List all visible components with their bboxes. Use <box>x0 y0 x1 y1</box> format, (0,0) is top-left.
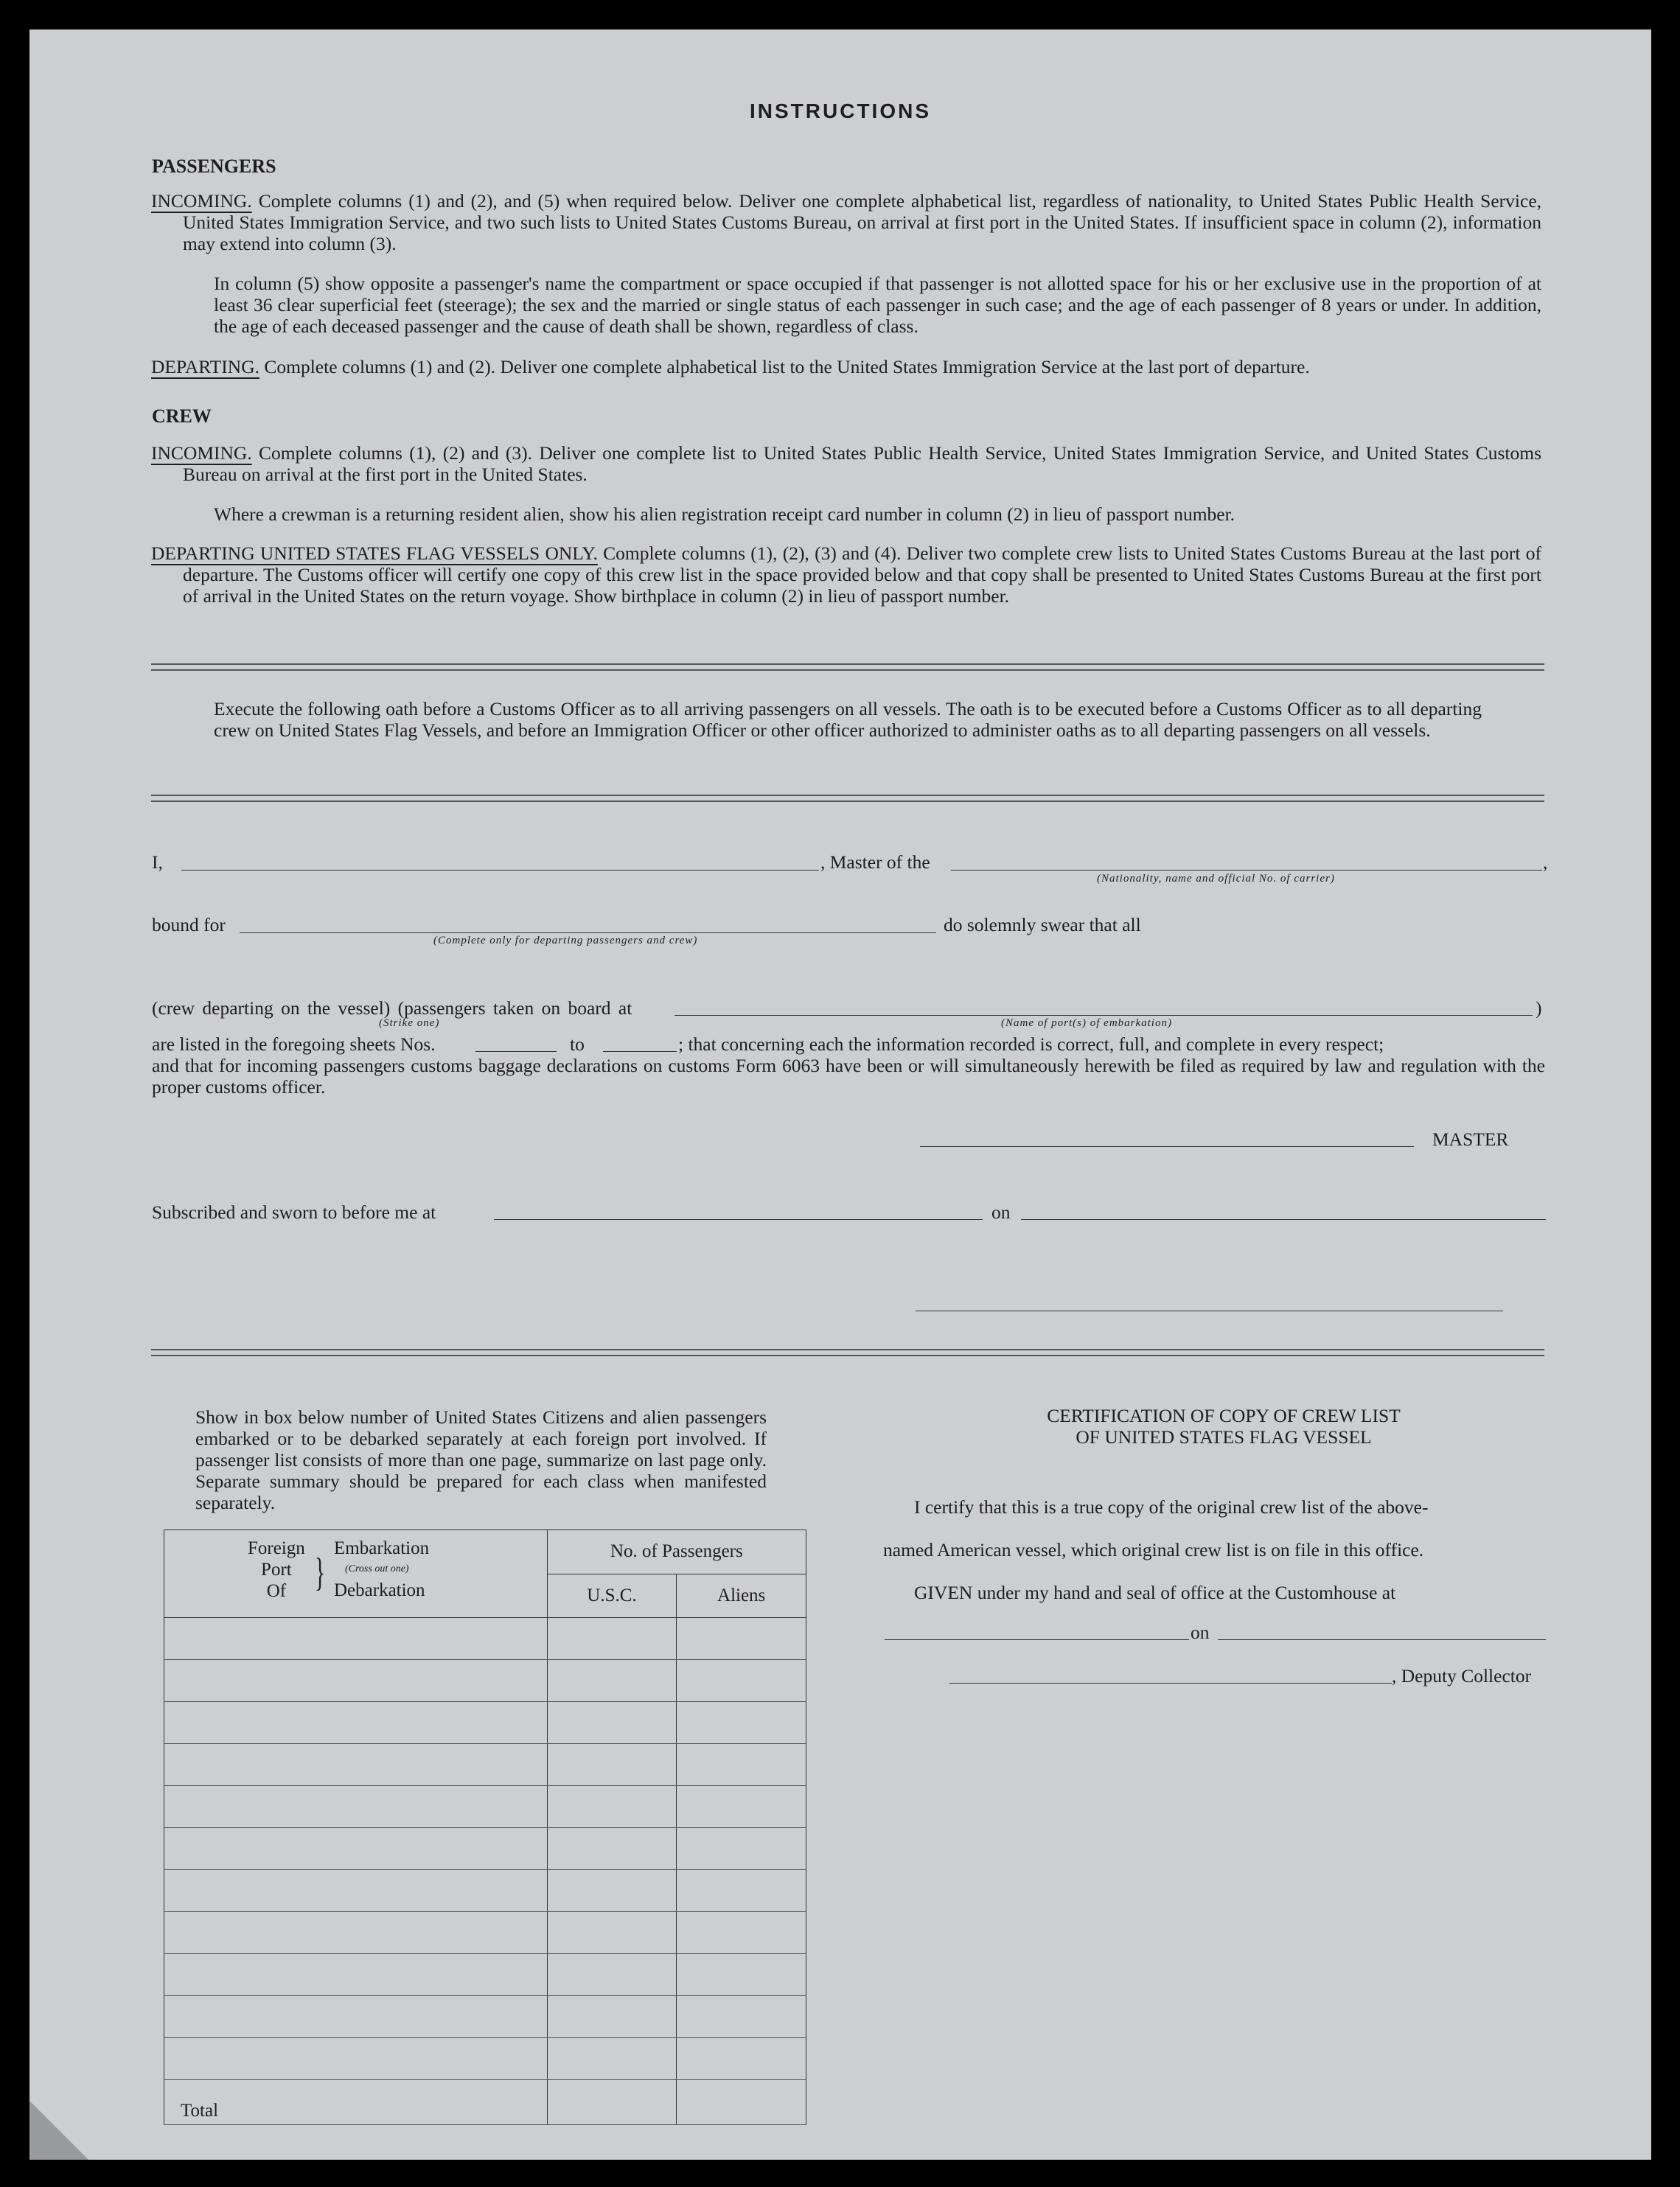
strike-one-caption: (Strike one) <box>379 1017 440 1029</box>
usc-cell[interactable] <box>547 1786 677 1828</box>
certification-title-line2: OF UNITED STATES FLAG VESSEL <box>1076 1426 1372 1448</box>
summary-instruction: Show in box below number of United States Citizens and alien passengers embarked or to be debarked separately at each foreign port involved. If passenger list consists of more than one page, summarize on last page only. Separate summary should be prepared for each class when manifested separately. <box>195 1406 767 1513</box>
table-row <box>164 1660 806 1702</box>
oath-instruction: Execute the following oath before a Customs Officer as to all arriving passengers on all vessels. The oath is to be executed before a Customs Officer as to all departing crew on United States Flag Vessels, and before an Immigration Officer or other officer authorized to administer oaths as to all departing passengers on all vessels. <box>214 698 1482 741</box>
sworn-on-label: on <box>991 1201 1011 1223</box>
passengers-incoming-lead: INCOMING. <box>151 190 252 212</box>
passengers-heading: PASSENGERS <box>152 156 276 177</box>
certify-line1: I certify that this is a true copy of the original crew list of the above- <box>914 1496 1429 1518</box>
master-name-field[interactable] <box>181 870 819 871</box>
port-label-block <box>248 1538 305 1602</box>
aliens-cell[interactable] <box>677 1912 806 1954</box>
usc-cell[interactable] <box>547 1954 677 1996</box>
passengers-departing-paragraph <box>151 356 1541 377</box>
embarkation-caption: (Name of port(s) of embarkation) <box>1001 1017 1172 1029</box>
listed-suffix: ; that concerning each the information recorded is correct, full, and complete in every respect; <box>678 1033 1384 1055</box>
sworn-date-field[interactable] <box>1021 1219 1546 1220</box>
table-row <box>164 1912 806 1954</box>
usc-cell[interactable] <box>547 1744 677 1786</box>
usc-header: U.S.C. <box>547 1574 677 1618</box>
section-divider <box>151 663 1544 671</box>
crew-incoming-paragraph <box>151 442 1542 485</box>
carrier-field[interactable] <box>951 870 1542 871</box>
listed-to: to <box>570 1033 585 1055</box>
oath-i-label: I, <box>152 851 163 873</box>
table-row <box>164 1744 806 1786</box>
swear-text: do solemnly swear that all <box>944 914 1141 935</box>
aliens-cell[interactable] <box>677 1828 806 1870</box>
usc-cell[interactable] <box>547 1660 677 1702</box>
strike-one-text: (crew departing on the vessel) (passengers taken on board at <box>152 997 632 1019</box>
table-row <box>164 1870 806 1912</box>
aliens-cell[interactable] <box>677 1618 806 1660</box>
table-row <box>164 1618 806 1660</box>
page-title: INSTRUCTIONS <box>750 100 931 122</box>
section-divider <box>151 1349 1544 1356</box>
port-cell[interactable] <box>164 1660 548 1702</box>
port-foreign-label: Foreign <box>248 1538 305 1558</box>
total-row <box>164 2080 806 2125</box>
port-cell[interactable] <box>164 1618 548 1660</box>
certification-title-line1: CERTIFICATION OF COPY OF CREW LIST <box>1047 1405 1401 1426</box>
port-cell[interactable] <box>164 1828 548 1870</box>
carrier-line-comma: , <box>1543 851 1548 873</box>
port-header-cell <box>164 1530 548 1618</box>
table-row <box>164 1702 806 1744</box>
table-row <box>164 1954 806 1996</box>
aliens-cell[interactable] <box>677 1702 806 1744</box>
table-row <box>164 1996 806 2038</box>
master-label: MASTER <box>1432 1129 1509 1150</box>
port-cell[interactable] <box>164 1870 548 1912</box>
aliens-cell[interactable] <box>677 2038 806 2080</box>
bound-for-label: bound for <box>152 914 226 935</box>
bound-for-caption: (Complete only for departing passengers and crew) <box>433 935 698 946</box>
aliens-cell[interactable] <box>677 1744 806 1786</box>
table-row <box>164 2038 806 2080</box>
usc-cell[interactable] <box>547 1828 677 1870</box>
usc-cell[interactable] <box>547 1702 677 1744</box>
cross-out-caption: (Cross out one) <box>345 1563 409 1574</box>
passenger-summary-table <box>164 1529 806 2125</box>
port-cell[interactable] <box>164 1996 548 2038</box>
aliens-header: Aliens <box>677 1574 806 1618</box>
debarkation-label: Debarkation <box>334 1580 425 1600</box>
passengers-column5-paragraph: In column (5) show opposite a passenger's name the compartment or space occupied if that passenger is not allotted space for his or her exclusive use in the proportion of at least 36 clear superficial feet (steerage); the sex and the married or single status of each passenger in such case; and the age of each passenger of 8 years or under. In addition, the age of each deceased passenger and the cause of death shall be shown, regardless of class. <box>214 273 1541 337</box>
brace-icon: } <box>314 1550 326 1594</box>
sworn-place-field[interactable] <box>494 1219 983 1220</box>
form-sheet <box>29 29 1651 2160</box>
aliens-cell[interactable] <box>677 1954 806 1996</box>
usc-cell[interactable] <box>547 1912 677 1954</box>
port-cell[interactable] <box>164 2038 548 2080</box>
port-cell[interactable] <box>164 1954 548 1996</box>
customhouse-place-field[interactable] <box>885 1639 1189 1640</box>
folded-corner <box>29 2101 88 2160</box>
passengers-departing-text: Complete columns (1) and (2). Deliver one complete alphabetical list to the United States Immigration Service at the last port of departure. <box>264 356 1310 377</box>
certification-date-field[interactable] <box>1218 1639 1546 1640</box>
crew-incoming-text: Complete columns (1), (2) and (3). Deliver one complete list to United States Public Health Service, United States Immigration Service, and United States Customs Bureau on arrival at the first port in the United States. <box>183 442 1542 485</box>
embarkation-label: Embarkation <box>334 1538 430 1558</box>
usc-cell[interactable] <box>547 1996 677 2038</box>
summary-rows <box>164 1618 806 2080</box>
carrier-caption: (Nationality, name and official No. of carrier) <box>1097 873 1335 885</box>
passengers-incoming-paragraph <box>151 190 1542 254</box>
crew-heading: CREW <box>152 405 212 427</box>
usc-cell[interactable] <box>547 2038 677 2080</box>
port-cell[interactable] <box>164 1912 548 1954</box>
passengers-departing-lead: DEPARTING. <box>151 356 259 377</box>
deputy-signature-field[interactable] <box>949 1683 1392 1684</box>
crew-departing-text: Complete columns (1), (2), (3) and (4). Deliver two complete crew lists to United States Customs Bureau at the last port of departure. The Customs officer will certify one copy of this crew list in the space provided below and that copy shall be presented to United States Customs Bureau at the first port of arrival in the United States on the return voyage. Show birthplace in column (2) in lieu of passport number. <box>183 543 1541 607</box>
listed-prefix: are listed in the foregoing sheets Nos. <box>152 1033 436 1055</box>
no-passengers-header: No. of Passengers <box>547 1530 806 1574</box>
subscribed-label: Subscribed and sworn to before me at <box>152 1201 436 1223</box>
table-row <box>164 1786 806 1828</box>
aliens-cell[interactable] <box>677 1996 806 2038</box>
crew-incoming-lead: INCOMING. <box>151 442 252 464</box>
bound-for-field[interactable] <box>240 932 936 933</box>
sheet-from-field[interactable] <box>475 1051 557 1052</box>
crew-resident-paragraph: Where a crewman is a returning resident alien, show his alien registration receipt card number in column (2) in lieu of passport number. <box>214 503 1235 525</box>
certify-line2: named American vessel, which original crew list is on file in this office. <box>883 1539 1424 1560</box>
usc-cell[interactable] <box>547 1870 677 1912</box>
master-of-label: , Master of the <box>820 851 930 873</box>
crew-departing-paragraph <box>151 543 1541 607</box>
port-cell[interactable] <box>164 1744 548 1786</box>
deputy-collector-label: , Deputy Collector <box>1392 1665 1532 1687</box>
aliens-cell[interactable] <box>677 1870 806 1912</box>
crew-departing-lead: DEPARTING UNITED STATES FLAG VESSELS ONLY. <box>151 543 598 564</box>
sheet-to-field[interactable] <box>603 1051 677 1052</box>
listed-rest-text: and that for incoming passengers customs baggage declarations on customs Form 6063 have been or will simultaneously herewith be filed as required by law and regulation with the proper customs officer. <box>152 1055 1545 1098</box>
passengers-incoming-text: Complete columns (1) and (2), and (5) when required below. Deliver one complete alphabetical list, regardless of nationality, to United States Public Health Service, United States Immigration Service, and two such lists to United States Customs Bureau, on arrival at first port in the United States. If insufficient space in column (2), information may extend into column (3). <box>183 190 1542 254</box>
embarkation-port-field[interactable] <box>675 1015 1533 1016</box>
aliens-cell[interactable] <box>677 1660 806 1702</box>
embark-debark-block <box>334 1538 429 1601</box>
section-divider <box>151 795 1544 802</box>
port-port-label: Port <box>261 1560 292 1580</box>
port-cell[interactable] <box>164 1786 548 1828</box>
close-paren: ) <box>1536 997 1542 1019</box>
given-text: GIVEN under my hand and seal of office at the Customhouse at <box>914 1582 1396 1603</box>
total-aliens-cell[interactable] <box>677 2080 806 2125</box>
table-row <box>164 1828 806 1870</box>
usc-cell[interactable] <box>547 1618 677 1660</box>
port-of-label: Of <box>266 1581 287 1601</box>
master-signature-field[interactable] <box>920 1146 1414 1147</box>
table-header-row <box>164 1530 806 1574</box>
aliens-cell[interactable] <box>677 1786 806 1828</box>
port-cell[interactable] <box>164 1702 548 1744</box>
certification-on-label: on <box>1191 1622 1210 1643</box>
total-usc-cell[interactable] <box>547 2080 677 2125</box>
total-label: Total <box>164 2080 548 2125</box>
